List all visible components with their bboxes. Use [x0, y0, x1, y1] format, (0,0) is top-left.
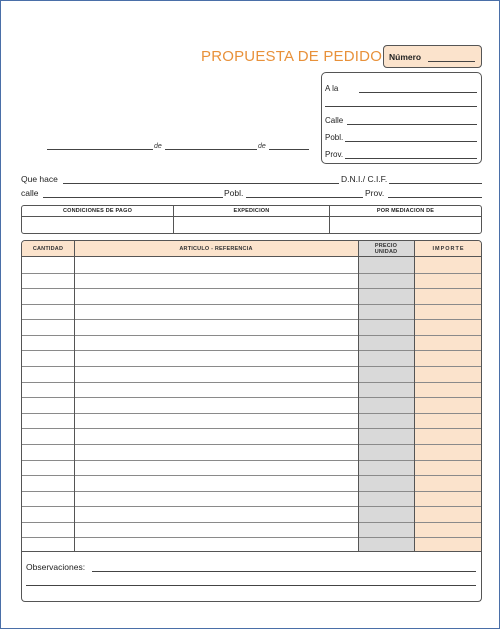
- table-row-line: [22, 335, 481, 336]
- calle-label: Calle: [325, 116, 344, 125]
- cantidad-header: CANTIDAD: [32, 246, 64, 252]
- client-prov-label: Prov.: [365, 188, 385, 198]
- que-hace-row: [21, 173, 482, 185]
- order-items-table: [21, 240, 482, 552]
- expedicion-header: EXPEDICION: [174, 206, 329, 217]
- date-line: [47, 139, 309, 151]
- observaciones-label: Observaciones:: [26, 562, 86, 572]
- table-row-line: [22, 491, 481, 492]
- pobl-label: Pobl.: [325, 133, 344, 142]
- numero-field[interactable]: [383, 45, 482, 68]
- articulo-header: ARTICULO - REFERENCIA: [179, 246, 253, 252]
- pobl-row[interactable]: [325, 133, 477, 143]
- form-title: PROPUESTA DE PEDIDO: [201, 48, 383, 65]
- table-header: [22, 241, 481, 257]
- table-row-line: [22, 537, 481, 538]
- table-row-line: [22, 444, 481, 445]
- date-month-line[interactable]: [165, 149, 257, 150]
- numero-label: Número: [389, 52, 422, 62]
- numero-input-line[interactable]: [428, 61, 475, 62]
- table-row-line: [22, 366, 481, 367]
- table-row-line: [22, 319, 481, 320]
- table-row-line: [22, 304, 481, 305]
- client-calle-label: calle: [21, 188, 39, 198]
- col-divider-3: [414, 241, 415, 551]
- prov-label: Prov.: [325, 150, 344, 159]
- a-la-label: A la: [325, 84, 339, 93]
- client-prov-line[interactable]: [388, 197, 482, 198]
- condiciones-pago-header: CONDICIONES DE PAGO: [22, 206, 173, 217]
- a-la-row[interactable]: [325, 84, 477, 94]
- observaciones-box: [21, 552, 482, 602]
- client-calle-line[interactable]: [43, 197, 223, 198]
- precio-header-line1: PRECIO: [374, 243, 398, 249]
- table-row-line: [22, 506, 481, 507]
- prov-row[interactable]: [325, 150, 477, 160]
- precio-header-line2: UNIDAD: [374, 249, 398, 255]
- col-divider-1: [74, 241, 75, 551]
- dni-cif-line[interactable]: [389, 183, 482, 184]
- date-de-2: de: [258, 143, 266, 150]
- table-row-line: [22, 397, 481, 398]
- que-hace-label: Que hace: [21, 174, 58, 184]
- table-row-line: [22, 428, 481, 429]
- table-row-line: [22, 413, 481, 414]
- client-pobl-label: Pobl.: [224, 188, 244, 198]
- mediacion-cell[interactable]: [330, 206, 481, 233]
- client-address-row: [21, 187, 482, 199]
- pobl-line[interactable]: [345, 141, 477, 142]
- client-pobl-line[interactable]: [246, 197, 363, 198]
- table-row-line: [22, 460, 481, 461]
- prov-line[interactable]: [345, 158, 477, 159]
- precio-header: [358, 241, 414, 257]
- date-year-line[interactable]: [269, 149, 309, 150]
- importe-header: IMPORTE: [432, 246, 465, 252]
- blank-line[interactable]: [325, 106, 477, 107]
- a-la-line[interactable]: [359, 92, 477, 93]
- calle-row[interactable]: [325, 116, 477, 126]
- table-row-line: [22, 382, 481, 383]
- table-row-line: [22, 350, 481, 351]
- blank-row[interactable]: [325, 98, 477, 108]
- mediacion-header: POR MEDIACION DE: [330, 206, 481, 217]
- expedicion-cell[interactable]: [174, 206, 330, 233]
- observaciones-line-2[interactable]: [26, 585, 476, 586]
- que-hace-line[interactable]: [63, 183, 339, 184]
- recipient-address-box: [321, 72, 482, 164]
- conditions-box: [21, 205, 482, 234]
- table-row-line: [22, 273, 481, 274]
- date-day-line[interactable]: [47, 149, 153, 150]
- table-row-line: [22, 288, 481, 289]
- condiciones-pago-cell[interactable]: [22, 206, 174, 233]
- observaciones-line-1[interactable]: [92, 571, 476, 572]
- calle-line[interactable]: [347, 124, 477, 125]
- col-divider-2: [358, 241, 359, 551]
- table-row-line: [22, 522, 481, 523]
- table-row-line: [22, 475, 481, 476]
- dni-cif-label: D.N.I./ C.I.F.: [341, 174, 388, 184]
- date-de-1: de: [154, 143, 162, 150]
